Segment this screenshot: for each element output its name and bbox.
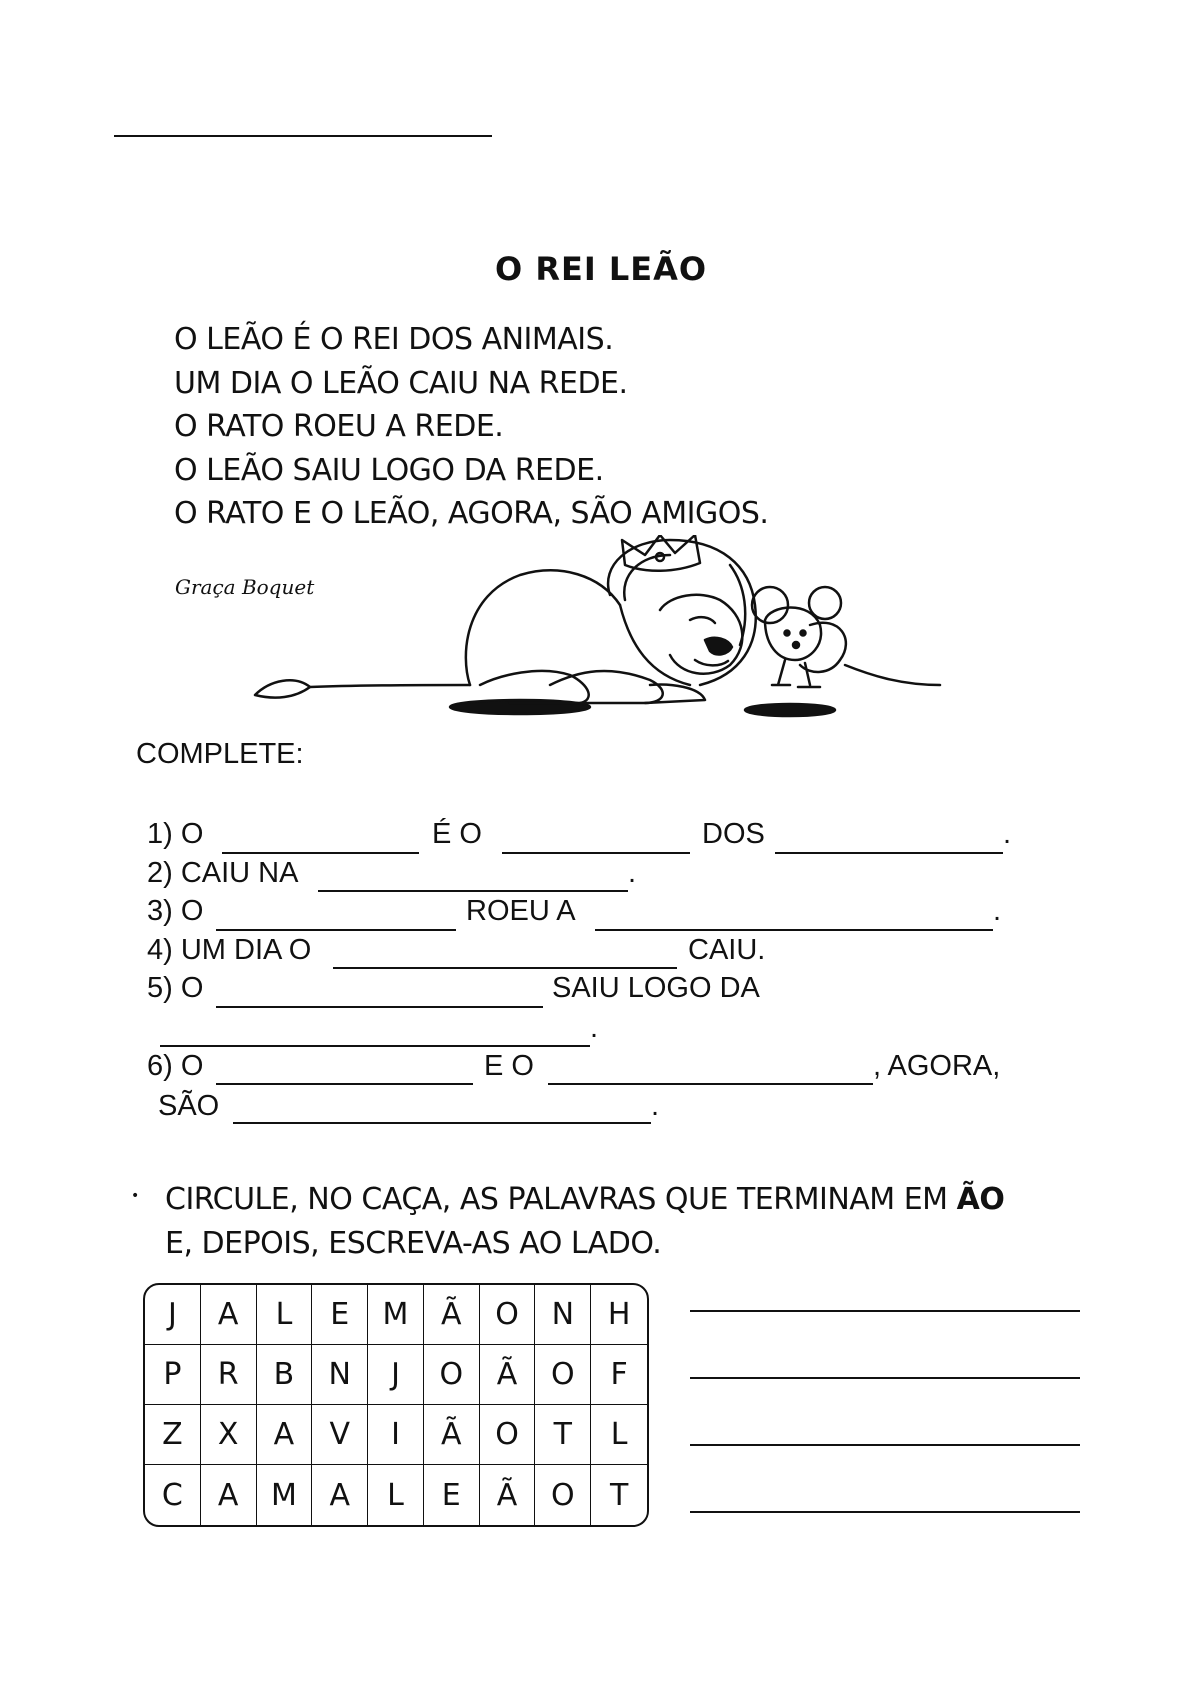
grid-cell[interactable]: A — [312, 1465, 368, 1525]
period: . — [1003, 818, 1012, 850]
grid-cell[interactable]: X — [201, 1405, 257, 1465]
grid-cell[interactable]: L — [257, 1285, 313, 1345]
complete-heading: COMPLETE: — [136, 738, 304, 770]
grid-cell[interactable]: O — [480, 1285, 536, 1345]
grid-cell[interactable]: A — [201, 1465, 257, 1525]
grid-cell[interactable]: M — [368, 1285, 424, 1345]
exercise-1-prefix: 1) O — [147, 818, 204, 850]
lion-and-mouse-illustration — [250, 535, 970, 740]
instruction-line: CIRCULE, NO CAÇA, AS PALAVRAS QUE TERMINAM EM — [165, 1182, 948, 1217]
answer-line[interactable] — [690, 1310, 1080, 1312]
grid-cell[interactable]: T — [609, 1477, 629, 1513]
author: Graça Boquet — [175, 575, 315, 599]
grid-cell[interactable]: Z — [145, 1405, 201, 1465]
grid-cell[interactable]: H — [591, 1285, 647, 1345]
period: . — [651, 1090, 660, 1122]
grid-cell[interactable]: J — [145, 1285, 201, 1345]
period: . — [590, 1012, 599, 1044]
exercise-6-word: E O — [484, 1050, 534, 1082]
blank-field[interactable] — [222, 852, 419, 854]
exercise-3-prefix: 3) O — [147, 895, 204, 927]
grid-cell[interactable]: J — [368, 1345, 424, 1405]
blank-field[interactable] — [216, 1083, 473, 1085]
story-line: UM DIA O LEÃO CAIU NA REDE. — [174, 365, 628, 401]
grid-cell[interactable]: L — [591, 1405, 647, 1465]
grid-cell[interactable]: L — [368, 1465, 424, 1525]
grid-cell[interactable]: A — [257, 1405, 313, 1465]
blank-field[interactable] — [775, 852, 1003, 854]
blank-field[interactable] — [160, 1045, 590, 1047]
grid-cell[interactable]: M — [257, 1465, 313, 1525]
period: . — [628, 857, 637, 889]
grid-cell[interactable]: E — [424, 1465, 480, 1525]
grid-cell[interactable]: T — [535, 1405, 591, 1465]
instruction-line: E, DEPOIS, ESCREVA-AS AO LADO. — [165, 1226, 662, 1261]
exercise-5-prefix: 5) O — [147, 972, 204, 1004]
page-title: O REI LEÃO — [495, 250, 708, 288]
grid-cell[interactable]: V — [312, 1405, 368, 1465]
period: . — [993, 895, 1002, 927]
answer-line[interactable] — [690, 1444, 1080, 1446]
blank-field[interactable] — [233, 1122, 651, 1124]
answer-line[interactable] — [690, 1511, 1080, 1513]
grid-cell[interactable]: Ã — [480, 1345, 536, 1405]
grid-cell[interactable]: A — [201, 1285, 257, 1345]
grid-cell[interactable]: P — [145, 1345, 201, 1405]
exercise-4-word: CAIU. — [688, 934, 766, 966]
grid-cell[interactable]: N — [535, 1285, 591, 1345]
grid-cell[interactable]: Ã — [480, 1465, 536, 1525]
exercise-5-word: SAIU LOGO DA — [552, 972, 760, 1004]
story-line: O RATO E O LEÃO, AGORA, SÃO AMIGOS. — [174, 496, 769, 531]
grid-cell[interactable]: Ã — [424, 1285, 480, 1345]
grid-cell[interactable]: O — [480, 1405, 536, 1465]
story-line: O LEÃO É O REI DOS ANIMAIS. — [174, 322, 614, 357]
blank-field[interactable] — [502, 852, 690, 854]
grid-cell[interactable]: C — [145, 1465, 201, 1525]
exercise-6-word: , AGORA, — [873, 1050, 1001, 1082]
bullet-icon: • — [131, 1188, 140, 1204]
grid-cell[interactable]: I — [368, 1405, 424, 1465]
grid-cell[interactable]: R — [201, 1345, 257, 1405]
blank-field[interactable] — [318, 890, 628, 892]
grid-cell[interactable]: Ã — [424, 1405, 480, 1465]
exercise-1-word: É O — [432, 818, 482, 850]
blank-field[interactable] — [333, 967, 677, 969]
story-text — [174, 318, 768, 536]
exercise-3-word: ROEU A — [466, 895, 576, 927]
exercise-2-prefix: 2) CAIU NA — [147, 857, 299, 889]
exercise-6-prefix: 6) O — [147, 1050, 204, 1082]
blank-field[interactable] — [595, 929, 993, 931]
grid-cell[interactable]: N — [312, 1345, 368, 1405]
exercise-4-prefix: 4) UM DIA O — [147, 934, 312, 966]
word-search-grid — [143, 1283, 649, 1527]
exercise-6-word: SÃO — [158, 1090, 220, 1122]
story-line: O LEÃO SAIU LOGO DA REDE. — [174, 452, 604, 488]
story-line: O RATO ROEU A REDE. — [174, 409, 504, 444]
exercise-1-word: DOS — [702, 818, 765, 850]
instruction-text — [165, 1178, 1004, 1266]
blank-field[interactable] — [216, 929, 456, 931]
grid-cell[interactable]: E — [312, 1285, 368, 1345]
grid-cell[interactable]: O — [424, 1345, 480, 1405]
grid-cell[interactable]: O — [535, 1345, 591, 1405]
instruction-emphasis: ÃO — [956, 1182, 1005, 1217]
grid-cell[interactable]: B — [257, 1345, 313, 1405]
blank-field[interactable] — [548, 1083, 873, 1085]
name-line[interactable] — [114, 135, 492, 137]
answer-line[interactable] — [690, 1377, 1080, 1379]
blank-field[interactable] — [216, 1006, 543, 1008]
grid-cell[interactable]: F — [591, 1345, 647, 1405]
grid-cell[interactable]: O — [535, 1465, 591, 1525]
